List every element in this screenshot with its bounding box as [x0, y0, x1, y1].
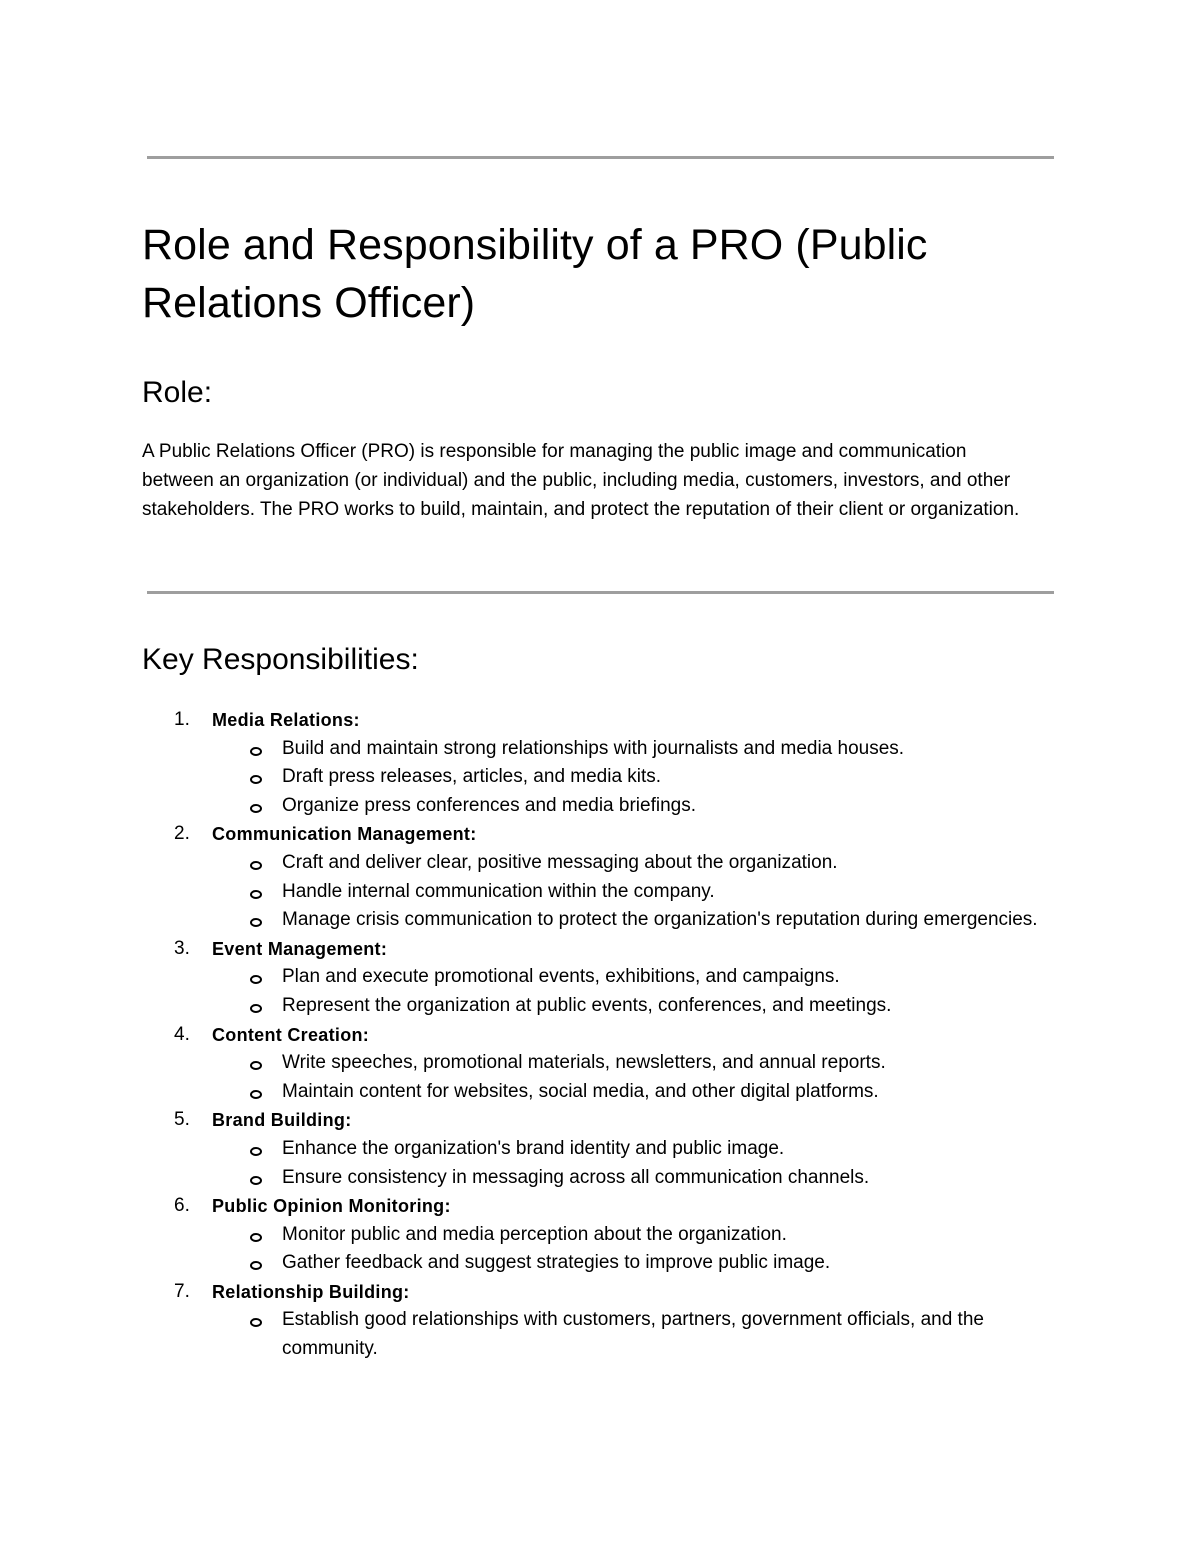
- top-divider: [147, 156, 1054, 159]
- hollow-bullet-icon: [250, 1318, 262, 1327]
- list-item-text: Establish good relationships with customers, partners, government officials, and the community.: [282, 1309, 984, 1360]
- hollow-bullet-icon: [250, 1004, 262, 1013]
- responsibility-item-public-opinion-monitoring: [0, 1192, 1100, 1278]
- hollow-bullet-icon: [250, 1261, 262, 1270]
- list-item: [212, 1164, 1062, 1193]
- responsibility-title: Relationship Building:: [212, 1281, 410, 1302]
- list-item: [212, 1135, 1062, 1164]
- list-item-text: Ensure consistency in messaging across all communication channels.: [282, 1166, 870, 1188]
- list-item-text: Maintain content for websites, social media, and other digital platforms.: [282, 1080, 879, 1102]
- list-item: [212, 1049, 1062, 1078]
- list-number: 6.: [174, 1195, 190, 1217]
- hollow-bullet-icon: [250, 1176, 262, 1185]
- responsibility-item-communication-management: [0, 820, 1100, 934]
- role-paragraph: A Public Relations Officer (PRO) is responsible for managing the public image and communication between an organization (or individual) and the public, including media, customers, investors, and other stakeholders. The PRO works to build, maintain, and protect the reputation of their client or organization.: [142, 441, 1020, 520]
- list-item-text: Plan and execute promotional events, exhibitions, and campaigns.: [282, 966, 840, 988]
- list-item-text: Draft press releases, articles, and media kits.: [282, 766, 662, 788]
- responsibility-title: Media Relations:: [212, 710, 360, 730]
- sub-list: [212, 735, 1100, 821]
- responsibility-item-media-relations: [0, 706, 1100, 820]
- list-item-text: Enhance the organization's brand identity and public image.: [282, 1137, 785, 1159]
- list-number: 7.: [174, 1280, 190, 1302]
- list-item: [212, 1078, 1062, 1107]
- responsibility-item-brand-building: [0, 1106, 1100, 1192]
- sub-list: [212, 1049, 1100, 1106]
- sub-list: [212, 1306, 1100, 1363]
- section-divider: [147, 591, 1054, 594]
- list-item: [212, 1249, 1062, 1278]
- list-item-text: Craft and deliver clear, positive messaging about the organization.: [282, 851, 838, 873]
- list-item: [212, 763, 1062, 792]
- document-title: Role and Responsibility of a PRO (Public Relations Officer): [142, 221, 928, 327]
- hollow-bullet-icon: [250, 890, 262, 899]
- list-item-text: Build and maintain strong relationships with journalists and media houses.: [282, 737, 905, 759]
- list-item-text: Gather feedback and suggest strategies to improve public image.: [282, 1252, 831, 1274]
- responsibility-title: Communication Management:: [212, 824, 477, 845]
- key-responsibilities-heading: Key Responsibilities:: [142, 643, 419, 676]
- list-item: [212, 849, 1062, 878]
- hollow-bullet-icon: [250, 1061, 262, 1070]
- list-item: [212, 1221, 1062, 1250]
- responsibility-item-relationship-building: [0, 1278, 1100, 1364]
- list-item-text: Handle internal communication within the company.: [282, 880, 715, 902]
- list-number: 2.: [174, 823, 190, 845]
- hollow-bullet-icon: [250, 1090, 262, 1099]
- list-item: [212, 963, 1062, 992]
- sub-list: [212, 963, 1100, 1020]
- list-item-text: Monitor public and media perception about the organization.: [282, 1223, 787, 1245]
- list-item: [212, 878, 1062, 907]
- list-number: 3.: [174, 937, 190, 959]
- list-item-text: Represent the organization at public events, conferences, and meetings.: [282, 994, 892, 1016]
- hollow-bullet-icon: [250, 747, 262, 756]
- responsibility-item-content-creation: [0, 1021, 1100, 1107]
- list-number: 5.: [174, 1109, 190, 1131]
- role-heading: Role:: [142, 376, 213, 409]
- responsibility-title: Brand Building:: [212, 1110, 352, 1131]
- list-item-text: Manage crisis communication to protect the organization's reputation during emergencies.: [282, 909, 1038, 931]
- list-number: 1.: [174, 709, 190, 730]
- responsibility-title: Content Creation:: [212, 1024, 370, 1045]
- hollow-bullet-icon: [250, 775, 262, 784]
- list-item: [212, 992, 1062, 1021]
- responsibilities-list: [0, 706, 1100, 1364]
- hollow-bullet-icon: [250, 804, 262, 813]
- hollow-bullet-icon: [250, 1147, 262, 1156]
- hollow-bullet-icon: [250, 975, 262, 984]
- list-item: [212, 792, 1062, 821]
- hollow-bullet-icon: [250, 1233, 262, 1242]
- hollow-bullet-icon: [250, 918, 262, 927]
- list-item: [212, 906, 1062, 935]
- list-item-text: Write speeches, promotional materials, newsletters, and annual reports.: [282, 1052, 886, 1074]
- sub-list: [212, 1221, 1100, 1278]
- responsibility-item-event-management: [0, 935, 1100, 1021]
- sub-list: [212, 849, 1100, 935]
- list-item: [212, 735, 1062, 764]
- responsibility-title: Event Management:: [212, 938, 388, 959]
- list-item: [212, 1306, 1062, 1363]
- responsibility-title: Public Opinion Monitoring:: [212, 1196, 451, 1217]
- list-item-text: Organize press conferences and media briefings.: [282, 794, 697, 816]
- sub-list: [212, 1135, 1100, 1192]
- hollow-bullet-icon: [250, 861, 262, 870]
- list-number: 4.: [174, 1023, 190, 1045]
